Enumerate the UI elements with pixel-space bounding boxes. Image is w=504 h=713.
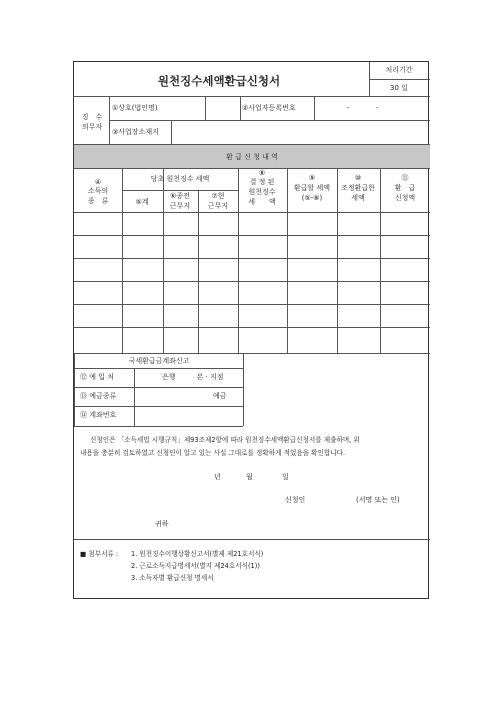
agent-label-line1: 징 수 — [81, 113, 103, 121]
section-title-refund: 환 급 신 청 내 역 — [226, 153, 278, 161]
attachment-item-2: 2. 근로소득지급명세서(별지 제24호서식(1)) — [131, 562, 260, 570]
deposit-place-label: ⑫ 예 입 처 — [80, 373, 114, 381]
form-title: 원천징수세액환급신청서 — [157, 74, 281, 88]
col-original-withholding-header: 당초 원천징수 세액 — [150, 175, 210, 183]
reg-no-dash-1: - — [347, 104, 350, 112]
addressee: 귀하 — [155, 520, 169, 528]
col-refund-request-line1: 환 급 — [394, 184, 416, 192]
deposit-place-field[interactable] — [135, 369, 242, 386]
account-number-label: ⑭ 계좌번호 — [80, 411, 117, 419]
applicant-signature-field[interactable] — [312, 492, 352, 508]
col-income-type-line1: 소득의 — [87, 187, 109, 195]
col-previous-workplace-line2: 근무지 — [169, 202, 191, 210]
table-row[interactable] — [74, 328, 430, 352]
col-adjusted-refund-no: ⑩ — [354, 174, 362, 182]
table-row[interactable] — [74, 213, 430, 235]
col-current-workplace-line2: 근무지 — [207, 202, 229, 210]
col-determined-tax-line2: 원천징수 — [248, 188, 276, 196]
bank-section-title: 국세환급금계좌신고 — [128, 357, 190, 365]
declaration-line-1: 신청인은 「소득세법 시행규칙」제93조제2항에 따라 원천징수세액환급신청서를 제출하며, 위 — [90, 436, 360, 444]
processing-period-value: 30 일 — [390, 84, 408, 92]
attachment-item-3: 3. 소득자별 환급신청 명세서 — [131, 574, 214, 582]
business-address-label: ③사업장소재지 — [112, 128, 159, 136]
col-refund-amount-no: ⑨ — [308, 174, 316, 182]
col-refund-request-line2: 신청액 — [394, 194, 416, 202]
processing-period-label: 처리기간 — [385, 66, 413, 74]
table-row[interactable] — [74, 282, 430, 304]
col-income-type-line2: 종 류 — [87, 197, 109, 205]
col-previous-workplace-line1: ⑥종전 — [170, 192, 190, 200]
col-current-workplace-line1: ⑦현 — [211, 192, 225, 200]
account-type-value: 예금 — [213, 392, 227, 400]
col-income-type-no: ④ — [94, 178, 102, 186]
signature-note: (서명 또는 인) — [356, 496, 400, 504]
business-reg-no-label: ②사업자등록번호 — [242, 104, 296, 112]
col-total: ⑤계 — [135, 198, 149, 206]
col-refund-request-no: ⑪ — [401, 174, 409, 182]
col-determined-tax-line3: 세 액 — [248, 198, 276, 206]
col-refund-amount-line1: 환급할 세액 — [293, 184, 331, 192]
agent-label-line2: 의무자 — [81, 123, 103, 131]
account-type-field[interactable] — [135, 388, 242, 405]
date-month: 월 — [246, 473, 253, 481]
date-day: 일 — [282, 473, 289, 481]
business-address-field[interactable] — [172, 121, 429, 143]
table-row[interactable] — [74, 259, 430, 281]
business-reg-no-field[interactable] — [315, 97, 429, 119]
account-number-field[interactable] — [135, 407, 242, 425]
business-name-field[interactable] — [172, 97, 239, 119]
date-year: 년 — [214, 473, 221, 481]
table-row[interactable] — [74, 305, 430, 327]
declaration-line-2: 내용을 충분히 검토하였고 신청인이 알고 있는 사실 그대로를 정확하게 적었음을 확인합니다. — [80, 449, 346, 457]
attachment-item-1: 1. 원천징수이행상황신고서(별제 제21호서식) — [131, 550, 264, 558]
reg-no-dash-2: - — [376, 104, 379, 112]
col-adjusted-refund-line2: 세액 — [351, 194, 365, 202]
attachments-label: ■ 첨부서류 : — [80, 550, 119, 558]
deposit-place-value: 은행 본 · 지점 — [162, 373, 224, 381]
account-type-label: ⑬ 예금종류 — [80, 392, 117, 400]
refund-application-form — [73, 61, 429, 599]
table-row[interactable] — [74, 236, 430, 258]
applicant-label: 신청인 — [285, 496, 306, 504]
col-determined-tax-line1: 결 정 된 — [249, 178, 275, 186]
col-determined-tax-no: ⑧ — [258, 169, 266, 177]
col-refund-amount-line2: (⑤-⑧) — [301, 194, 323, 202]
col-adjusted-refund-line1: 조정환급한 — [341, 184, 375, 192]
business-name-label: ①상호(법인명) — [112, 104, 158, 112]
